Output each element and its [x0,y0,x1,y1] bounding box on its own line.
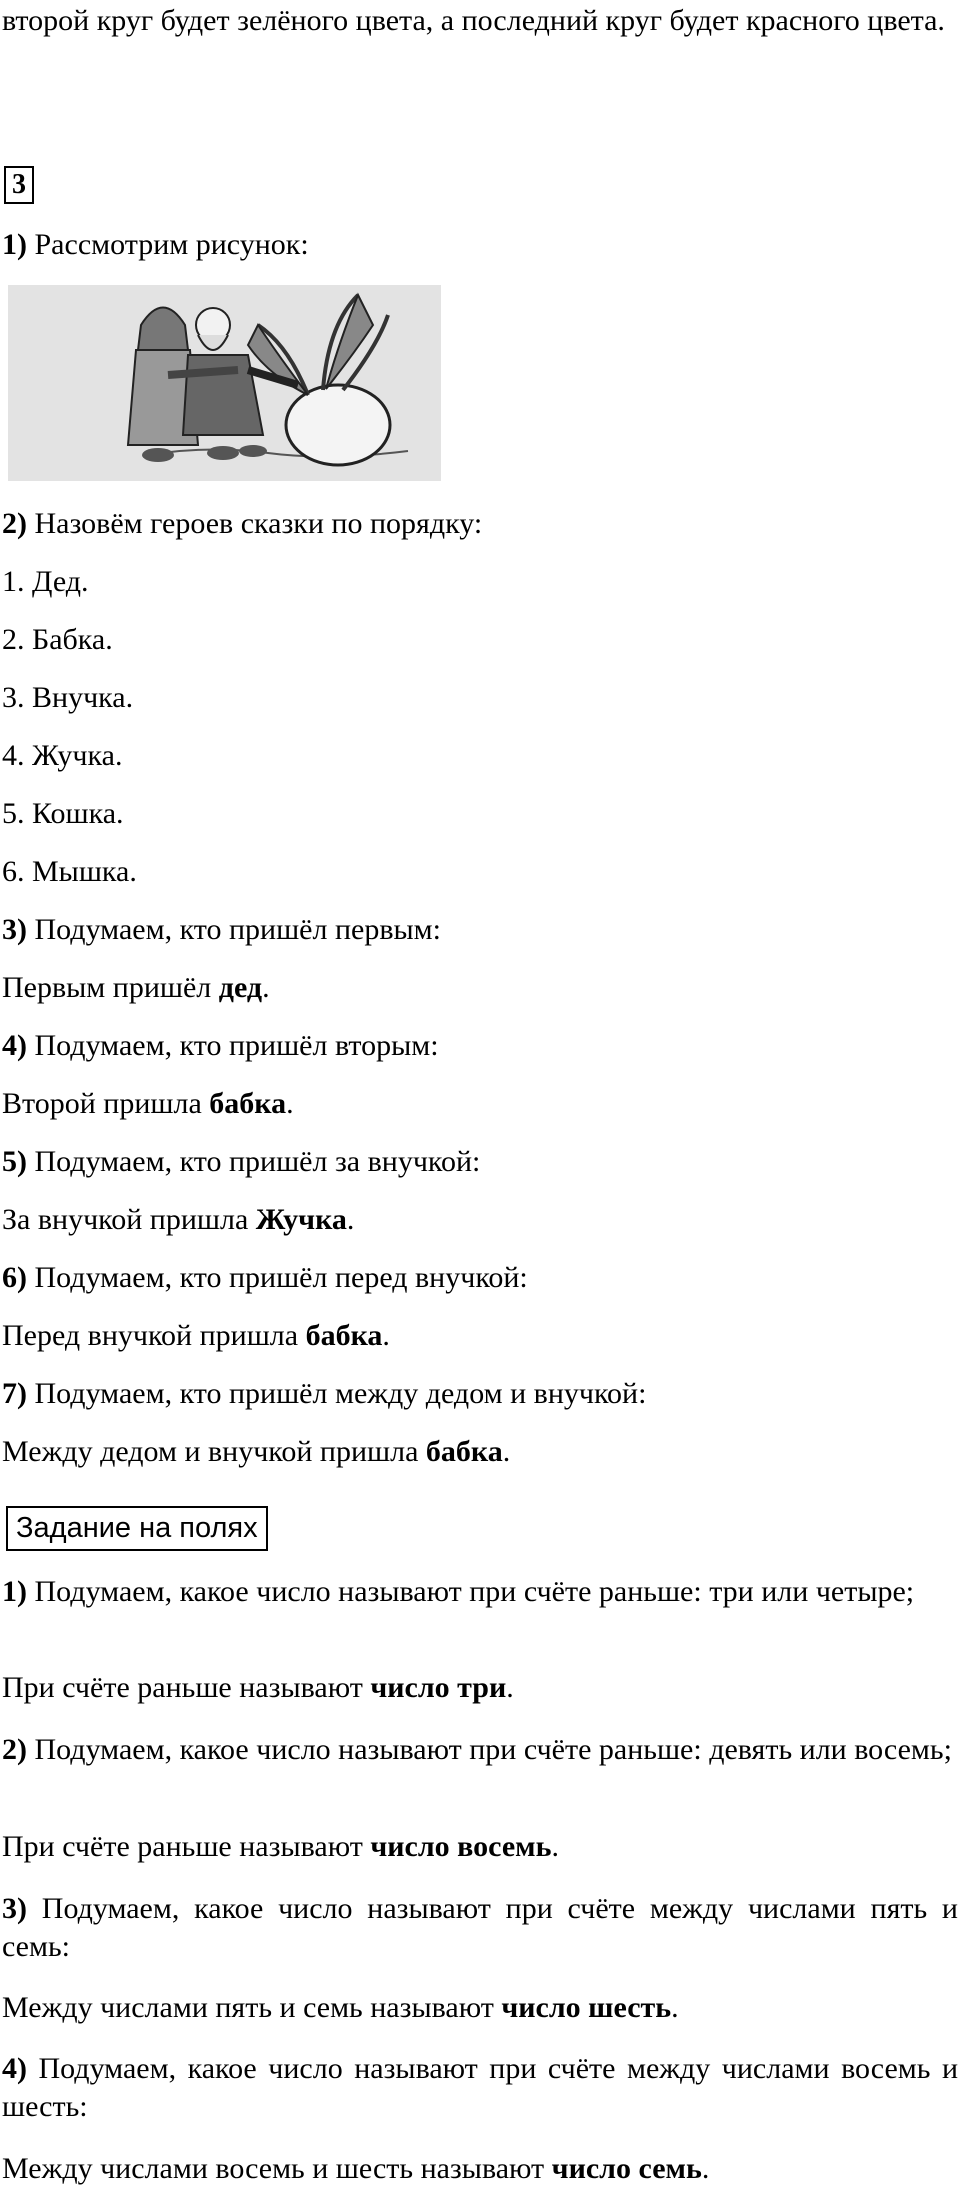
step-7-number: 7) [2,1377,27,1410]
step-1-number: 1) [2,228,27,261]
margin-answer-4-end: . [701,2152,710,2185]
margin-question-2 [2,1731,958,1769]
answer-7-end: . [502,1435,511,1468]
step-4-text: Подумаем, кто пришёл вторым: [27,1029,439,1062]
illustration-drawing [8,285,441,481]
list-item: 2. Бабка. [2,623,113,656]
list-item: 6. Мышка. [2,855,137,888]
answer-7 [2,1433,960,1471]
step-2-text: Назовём героев сказки по порядку: [27,507,483,540]
step-5-text: Подумаем, кто пришёл за внучкой: [27,1145,481,1178]
margin-answer-2 [2,1828,960,1866]
step-6-text: Подумаем, кто пришёл перед внучкой: [27,1261,528,1294]
answer-3-text: Первым пришёл [2,971,219,1004]
answer-5 [2,1201,960,1239]
margin-answer-4 [2,2150,960,2188]
list-item: 5. Кошка. [2,797,124,830]
margin-question-1-number: 1) [2,1575,27,1608]
margin-answer-2-text: При счёте раньше называют [2,1830,371,1863]
margin-answer-1 [2,1669,960,1707]
step-3-number: 3) [2,913,27,946]
turnip-tale-illustration [8,285,441,481]
margin-answer-1-text: При счёте раньше называют [2,1671,371,1704]
list-item: 3. Внучка. [2,681,134,714]
margin-task-heading: Задание на полях [6,1506,268,1551]
margin-question-2-number: 2) [2,1733,27,1766]
answer-6-bold: бабка [305,1319,383,1352]
step-6-number: 6) [2,1261,27,1294]
margin-question-3 [2,1890,958,1966]
answer-3-bold: дед [218,971,263,1004]
step-7 [2,1375,960,1413]
step-6 [2,1259,960,1297]
margin-question-2-text: Подумаем, какое число называют при счёте раньше: девять или восемь; [27,1733,952,1766]
answer-4-text: Второй пришла [2,1087,210,1120]
step-5-number: 5) [2,1145,27,1178]
answer-5-end: . [346,1203,355,1236]
margin-question-4 [2,2050,958,2126]
list-item: 4. Жучка. [2,739,123,772]
answer-5-bold: Жучка [255,1203,347,1236]
margin-answer-2-end: . [551,1830,559,1863]
margin-question-1 [2,1573,958,1611]
margin-answer-4-text: Между числами восемь и шесть называют [2,2152,552,2185]
answer-3-end: . [262,971,270,1004]
intro-paragraph: второй круг будет зелёного цвета, а последний круг будет красного цвета. [2,4,945,37]
step-4 [2,1027,960,1065]
answer-5-text: За внучкой пришла [2,1203,256,1236]
step-2-number: 2) [2,507,27,540]
step-1-text: Рассмотрим рисунок: [27,228,309,261]
margin-answer-3-end: . [671,1991,679,2024]
answer-7-bold: бабка [425,1435,503,1468]
margin-answer-3 [2,1989,960,2027]
answer-6-end: . [382,1319,390,1352]
answer-4-bold: бабка [209,1087,287,1120]
step-5 [2,1143,960,1181]
task-number-box: 3 [4,166,34,204]
step-3 [2,911,960,949]
margin-question-1-text: Подумаем, какое число называют при счёте раньше: три или четыре; [27,1575,915,1608]
margin-question-3-number: 3) [2,1892,27,1925]
answer-6-text: Перед внучкой пришла [2,1319,306,1352]
step-4-number: 4) [2,1029,27,1062]
step-2 [2,505,960,543]
margin-answer-1-end: . [506,1671,514,1704]
answer-3 [2,969,960,1007]
step-1 [2,226,960,264]
margin-answer-2-bold: число восемь [370,1830,552,1863]
margin-answer-1-bold: число три [370,1671,507,1704]
margin-question-3-text: Подумаем, какое число называют при счёте между числами пять и семь: [2,1892,958,1963]
step-7-text: Подумаем, кто пришёл между дедом и внучкой: [27,1377,647,1410]
margin-question-4-number: 4) [2,2052,27,2085]
margin-answer-3-bold: число шесть [501,1991,672,2024]
answer-7-text: Между дедом и внучкой пришла [2,1435,426,1468]
list-item: 1. Дед. [2,565,89,598]
step-3-text: Подумаем, кто пришёл первым: [27,913,441,946]
answer-6 [2,1317,960,1355]
answer-4-end: . [286,1087,294,1120]
answer-4 [2,1085,960,1123]
margin-answer-4-bold: число семь [551,2152,702,2185]
margin-question-4-text: Подумаем, какое число называют при счёте между числами восемь и шесть: [2,2052,958,2123]
margin-answer-3-text: Между числами пять и семь называют [2,1991,502,2024]
